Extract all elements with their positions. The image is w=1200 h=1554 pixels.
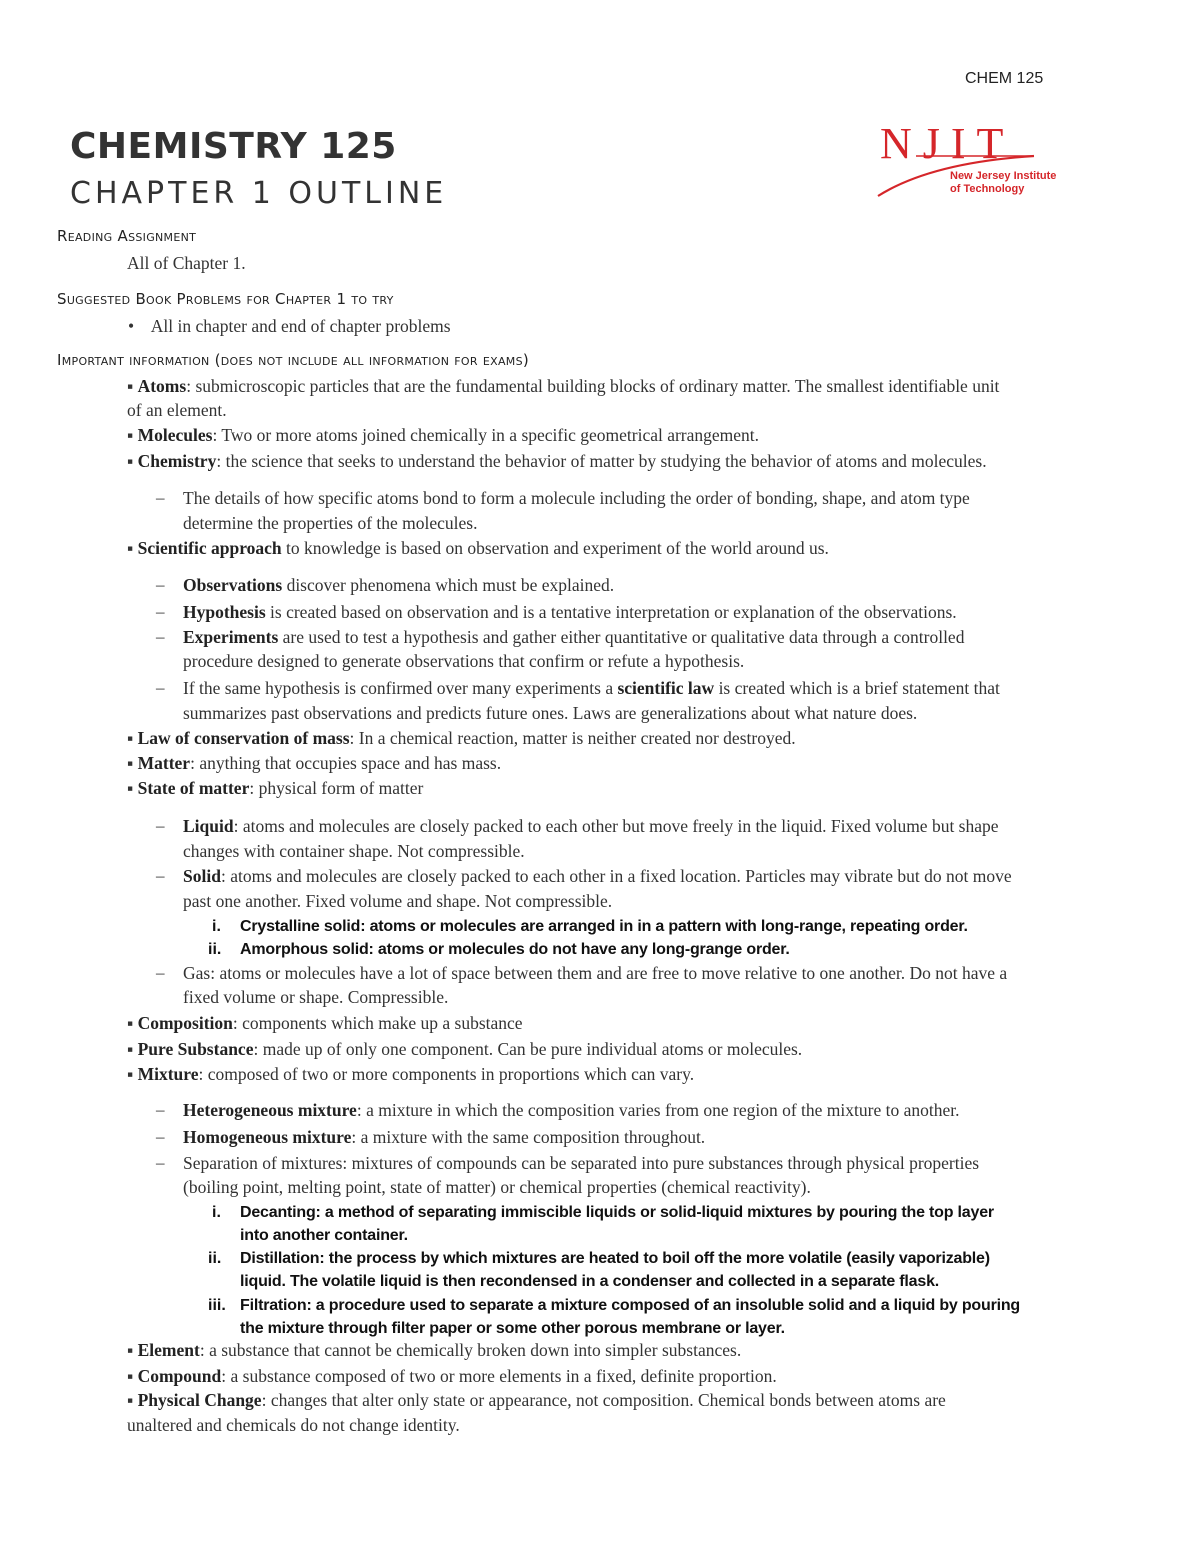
square-bullet-icon: ▪ (127, 1039, 134, 1059)
separator: : (253, 1039, 259, 1059)
logo-line-2: of Technology (950, 183, 1025, 195)
definition: In a chemical reaction, matter is neither created nor destroyed. (354, 728, 796, 748)
bullet-icon: • (128, 316, 135, 336)
square-bullet-icon: ▪ (127, 753, 134, 773)
item-conservation-of-mass (127, 728, 796, 749)
definition: : atoms and molecules are closely packed to each other in a fixed location. Particles may vibrate but do not move (220, 866, 1012, 886)
list-number: i. (212, 1204, 221, 1221)
logo-line-1: New Jersey Institute (950, 170, 1057, 182)
sub-liquid-line2: changes with container shape. Not compressible. (183, 841, 525, 861)
term: Element (137, 1340, 200, 1360)
term: Experiments (183, 627, 279, 647)
reading-heading: Reading Assignment (57, 227, 197, 245)
square-bullet-icon: ▪ (127, 1366, 134, 1386)
definition: : a mixture with the same composition throughout. (351, 1127, 706, 1147)
item-atoms (127, 376, 999, 397)
item-molecules (127, 425, 759, 446)
decanting: Decanting: a method of separating immiscible liquids or solid-liquid mixtures by pouring the top layer (240, 1204, 994, 1221)
decanting-line2: into another container. (240, 1227, 408, 1244)
term: Physical Change (137, 1390, 262, 1410)
definition: the science that seeks to understand the behavior of matter by studying the behavior of atoms and molecules. (221, 451, 987, 471)
separator: : (212, 425, 218, 445)
sub-scientific-law-line2: summarizes past observations and predicts future ones. Laws are generalizations about what nature does. (183, 703, 918, 723)
dash-icon: – (156, 963, 165, 982)
text: is created which is a brief statement that (714, 678, 1000, 698)
sub-homogeneous (183, 1127, 705, 1148)
problems-heading: Suggested Book Problems for Chapter 1 to try (57, 290, 394, 308)
term: Matter (137, 753, 191, 773)
square-bullet-icon: ▪ (127, 451, 134, 471)
definition: anything that occupies space and has mass. (194, 753, 502, 773)
square-bullet-icon: ▪ (127, 1390, 134, 1410)
term: Liquid (183, 816, 234, 836)
definition: physical form of matter (254, 778, 424, 798)
filtration-line2: the mixture through filter paper or some other porous membrane or layer. (240, 1320, 785, 1337)
dash-icon: – (156, 1127, 165, 1146)
item-scientific-approach (127, 538, 829, 559)
definition: : a mixture in which the composition varies from one region of the mixture to another. (356, 1100, 960, 1120)
item-physical-change-line2: unaltered and chemicals do not change identity. (127, 1415, 460, 1435)
important-heading: Important information (does not include all information for exams) (57, 351, 530, 369)
term: Atoms (137, 376, 187, 396)
sub-gas: Gas: atoms or molecules have a lot of space between them and are free to move relative to one another. Do not have a (183, 963, 1008, 983)
sub-scientific-law (183, 678, 1000, 699)
sub-observations (183, 575, 614, 596)
list-number: i. (212, 918, 221, 935)
separator: : (221, 1366, 227, 1386)
sub-solid-line2: past one another. Fixed volume and shape. Not compressible. (183, 891, 613, 911)
dash-icon: – (156, 575, 165, 594)
term: Molecules (137, 425, 213, 445)
separator: : (261, 1390, 267, 1410)
dash-icon: – (156, 678, 165, 697)
sub-experiments (183, 627, 964, 648)
course-code: CHEM 125 (965, 70, 1044, 87)
sub-separation: Separation of mixtures: mixtures of compounds can be separated into pure substances through physical properties (183, 1153, 980, 1173)
dash-icon: – (156, 488, 165, 507)
dash-icon: – (156, 1153, 165, 1172)
item-mixture (127, 1064, 694, 1085)
reading-text: All of Chapter 1. (127, 253, 246, 273)
sub-experiments-line2: procedure designed to generate observations that confirm or refute a hypothesis. (183, 651, 745, 671)
dash-icon: – (156, 627, 165, 646)
item-composition (127, 1013, 523, 1034)
separator: : (216, 451, 222, 471)
square-bullet-icon: ▪ (127, 778, 134, 798)
distillation: Distillation: the process by which mixtures are heated to boil off the more volatile (easily vaporizable) (240, 1250, 990, 1267)
square-bullet-icon: ▪ (127, 376, 134, 396)
term: Pure Substance (137, 1039, 254, 1059)
chemistry-sub-line1: The details of how specific atoms bond to form a molecule including the order of bonding, shape, and atom type (183, 488, 970, 508)
item-matter (127, 753, 501, 774)
definition: discover phenomena which must be explained. (282, 575, 615, 595)
term: Mixture (137, 1064, 199, 1084)
square-bullet-icon: ▪ (127, 1340, 134, 1360)
item-element (127, 1340, 741, 1361)
problems-list-item (128, 316, 451, 337)
sub-hypothesis (183, 602, 957, 623)
separator: : (349, 728, 355, 748)
term: Scientific approach (137, 538, 282, 558)
item-physical-change (127, 1390, 946, 1411)
logo-letters: NJIT (880, 119, 1015, 168)
definition: : atoms and molecules are closely packed to each other but move freely in the liquid. Fixed volume but shape (233, 816, 999, 836)
definition: a substance that cannot be chemically broken down into simpler substances. (204, 1340, 742, 1360)
term: Heterogeneous mixture (183, 1100, 357, 1120)
crystalline-solid: Crystalline solid: atoms or molecules are arranged in in a pattern with long-range, repeating order. (240, 918, 968, 935)
separator: : (199, 1340, 205, 1360)
definition: to knowledge is based on observation and experiment of the world around us. (281, 538, 829, 558)
definition: changes that alter only state or appearance, not composition. Chemical bonds between atoms are (266, 1390, 946, 1410)
square-bullet-icon: ▪ (127, 425, 134, 445)
term: scientific law (617, 678, 715, 698)
definition: made up of only one component. Can be pure individual atoms or molecules. (258, 1039, 803, 1059)
item-atoms-line2: of an element. (127, 400, 227, 420)
square-bullet-icon: ▪ (127, 1064, 134, 1084)
term: Observations (183, 575, 283, 595)
sub-gas-line2: fixed volume or shape. Compressible. (183, 987, 449, 1007)
sub-solid (183, 866, 1012, 887)
term: Composition (137, 1013, 233, 1033)
definition: Two or more atoms joined chemically in a specific geometrical arrangement. (217, 425, 760, 445)
text: If the same hypothesis is confirmed over many experiments a (183, 678, 618, 698)
square-bullet-icon: ▪ (127, 728, 134, 748)
dash-icon: – (156, 816, 165, 835)
term: Hypothesis (183, 602, 266, 622)
separator: : (186, 376, 192, 396)
distillation-line2: liquid. The volatile liquid is then recondensed in a condenser and collected in a separate flask. (240, 1273, 940, 1290)
item-compound (127, 1366, 777, 1387)
item-chemistry (127, 451, 987, 472)
dash-icon: – (156, 1100, 165, 1119)
term: Solid (183, 866, 221, 886)
term: Law of conservation of mass (137, 728, 350, 748)
separator: : (190, 753, 195, 773)
separator: : (232, 1013, 238, 1033)
logo-institution (950, 170, 1056, 196)
definition: are used to test a hypothesis and gather either quantitative or qualitative data through a controlled (278, 627, 965, 647)
page-subtitle: CHAPTER 1 OUTLINE (70, 176, 448, 211)
amorphous-solid: Amorphous solid: atoms or molecules do not have any long-grange order. (240, 941, 790, 958)
term: Homogeneous mixture (183, 1127, 352, 1147)
definition: composed of two or more components in proportions which can vary. (203, 1064, 695, 1084)
dash-icon: – (156, 866, 165, 885)
list-number: ii. (208, 941, 222, 958)
square-bullet-icon: ▪ (127, 538, 134, 558)
definition: submicroscopic particles that are the fundamental building blocks of ordinary matter. The smallest identifiable unit (191, 376, 1000, 396)
separator: : (198, 1064, 204, 1084)
page-title: CHEMISTRY 125 (70, 126, 397, 167)
item-pure-substance (127, 1039, 802, 1060)
square-bullet-icon: ▪ (127, 1013, 134, 1033)
term: State of matter (137, 778, 250, 798)
definition: components which make up a substance (237, 1013, 523, 1033)
njit-logo (876, 118, 1076, 204)
separator: : (249, 778, 255, 798)
filtration: Filtration: a procedure used to separate a mixture composed of an insoluble solid and a liquid by pouring (240, 1297, 1021, 1314)
item-state-of-matter (127, 778, 423, 799)
term: Chemistry (137, 451, 217, 471)
sub-separation-line2: (boiling point, melting point, state of matter) or chemical properties (chemical reactivity). (183, 1177, 811, 1197)
sub-liquid (183, 816, 999, 837)
term: Compound (137, 1366, 222, 1386)
definition: a substance composed of two or more elements in a fixed, definite proportion. (226, 1366, 777, 1386)
list-number: ii. (208, 1250, 222, 1267)
chemistry-sub-line2: determine the properties of the molecules. (183, 513, 478, 533)
dash-icon: – (156, 602, 165, 621)
definition: is created based on observation and is a tentative interpretation or explanation of the observations. (265, 602, 957, 622)
problems-item-text: All in chapter and end of chapter problems (150, 316, 451, 336)
list-number: iii. (208, 1297, 226, 1314)
sub-heterogeneous (183, 1100, 959, 1121)
